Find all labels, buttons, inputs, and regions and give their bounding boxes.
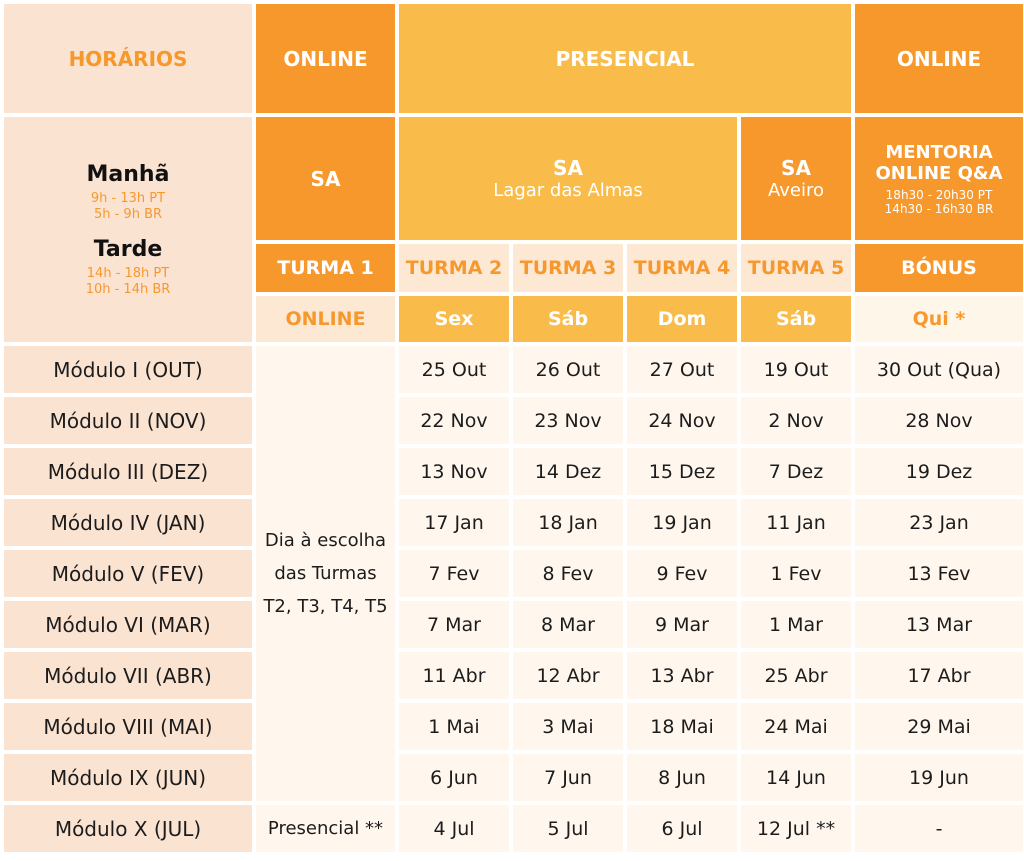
module-date: 1 Fev [741, 550, 851, 597]
module-date: 1 Mai [399, 703, 509, 750]
module-date: 27 Out [627, 346, 737, 393]
turma1-note [256, 346, 395, 801]
module-date-bonus: 13 Fev [855, 550, 1023, 597]
location-sa-aveiro [741, 117, 851, 240]
module-date-bonus: 19 Dez [855, 448, 1023, 495]
module-date: 13 Abr [627, 652, 737, 699]
module-date: 8 Fev [513, 550, 623, 597]
turma-5: TURMA 5 [741, 244, 851, 292]
location-sa-online: SA [256, 117, 395, 240]
module-label: Módulo I (OUT) [4, 346, 252, 393]
module-label: Módulo VII (ABR) [4, 652, 252, 699]
day-turma-4: Dom [627, 296, 737, 342]
mentoria-title-2: ONLINE Q&A [875, 162, 1003, 184]
day-bonus: Qui * [855, 296, 1023, 342]
module-date-bonus: 13 Mar [855, 601, 1023, 648]
location-sa-aveiro-sub: Aveiro [767, 180, 824, 201]
module-label: Módulo X (JUL) [4, 805, 252, 852]
module-date: 11 Jan [741, 499, 851, 546]
module-date: 25 Out [399, 346, 509, 393]
manha-title: Manhã [86, 161, 170, 187]
module-date-bonus: 17 Abr [855, 652, 1023, 699]
module-date-bonus: 29 Mai [855, 703, 1023, 750]
module-date: 8 Mar [513, 601, 623, 648]
module-date: 19 Out [741, 346, 851, 393]
turma1-note-line3: T2, T3, T4, T5 [263, 596, 388, 617]
turma1-note-line2: das Turmas [274, 563, 377, 584]
module-date-bonus: 19 Jun [855, 754, 1023, 801]
mentoria-pt: 18h30 - 20h30 PT [885, 187, 993, 202]
module-date: 5 Jul [513, 805, 623, 852]
day-turma-2: Sex [399, 296, 509, 342]
module-date: 9 Mar [627, 601, 737, 648]
module-date: 7 Dez [741, 448, 851, 495]
online-header-right: ONLINE [855, 4, 1023, 113]
module-date: 22 Nov [399, 397, 509, 444]
presencial-header: PRESENCIAL [399, 4, 851, 113]
mentoria-title-1: MENTORIA [885, 141, 993, 163]
module-date: 13 Nov [399, 448, 509, 495]
module-date: 2 Nov [741, 397, 851, 444]
manha-pt: 9h - 13h PT [90, 190, 166, 206]
day-turma-3: Sáb [513, 296, 623, 342]
turma-1: TURMA 1 [256, 244, 395, 292]
module-label: Módulo III (DEZ) [4, 448, 252, 495]
module-label: Módulo V (FEV) [4, 550, 252, 597]
turma1-note-line1: Dia à escolha [264, 530, 387, 551]
module-label: Módulo IV (JAN) [4, 499, 252, 546]
schedule-times [4, 117, 252, 342]
module-date: 12 Abr [513, 652, 623, 699]
manha-br: 5h - 9h BR [93, 206, 163, 222]
module-label: Módulo IX (JUN) [4, 754, 252, 801]
module-date: 7 Fev [399, 550, 509, 597]
module-date: 9 Fev [627, 550, 737, 597]
turma-3: TURMA 3 [513, 244, 623, 292]
online-header-left: ONLINE [256, 4, 395, 113]
turma-bonus: BÓNUS [855, 244, 1023, 292]
module-date: 8 Jun [627, 754, 737, 801]
turma-2: TURMA 2 [399, 244, 509, 292]
module-date: 3 Mai [513, 703, 623, 750]
tarde-br: 10h - 14h BR [85, 281, 171, 297]
module-date: 18 Mai [627, 703, 737, 750]
module-date: 7 Mar [399, 601, 509, 648]
location-mentoria [855, 117, 1023, 240]
module-date-bonus: - [855, 805, 1023, 852]
module-date: 11 Abr [399, 652, 509, 699]
module-label: Módulo VI (MAR) [4, 601, 252, 648]
module-label: Módulo II (NOV) [4, 397, 252, 444]
module-date: 6 Jul [627, 805, 737, 852]
module-date: 24 Mai [741, 703, 851, 750]
turma1-presencial: Presencial ** [256, 805, 395, 852]
module-date: 12 Jul ** [741, 805, 851, 852]
location-sa-lagar-title: SA [553, 156, 583, 180]
module-label: Módulo VIII (MAI) [4, 703, 252, 750]
tarde-title: Tarde [93, 236, 163, 262]
module-date: 4 Jul [399, 805, 509, 852]
module-date: 7 Jun [513, 754, 623, 801]
module-date: 15 Dez [627, 448, 737, 495]
module-date: 6 Jun [399, 754, 509, 801]
turma-4: TURMA 4 [627, 244, 737, 292]
module-date: 18 Jan [513, 499, 623, 546]
day-turma-1: ONLINE [256, 296, 395, 342]
module-date-bonus: 23 Jan [855, 499, 1023, 546]
module-date: 14 Jun [741, 754, 851, 801]
module-date: 19 Jan [627, 499, 737, 546]
location-sa-lagar-sub: Lagar das Almas [493, 180, 643, 201]
day-turma-5: Sáb [741, 296, 851, 342]
module-date-bonus: 30 Out (Qua) [855, 346, 1023, 393]
module-date: 24 Nov [627, 397, 737, 444]
mentoria-br: 14h30 - 16h30 BR [884, 201, 994, 216]
horarios-header: HORÁRIOS [4, 4, 252, 113]
module-date-bonus: 28 Nov [855, 397, 1023, 444]
location-sa-lagar [399, 117, 737, 240]
module-date: 14 Dez [513, 448, 623, 495]
module-date: 17 Jan [399, 499, 509, 546]
location-sa-aveiro-title: SA [781, 156, 811, 180]
module-date: 25 Abr [741, 652, 851, 699]
module-date: 1 Mar [741, 601, 851, 648]
tarde-pt: 14h - 18h PT [86, 265, 170, 281]
module-date: 26 Out [513, 346, 623, 393]
module-date: 23 Nov [513, 397, 623, 444]
